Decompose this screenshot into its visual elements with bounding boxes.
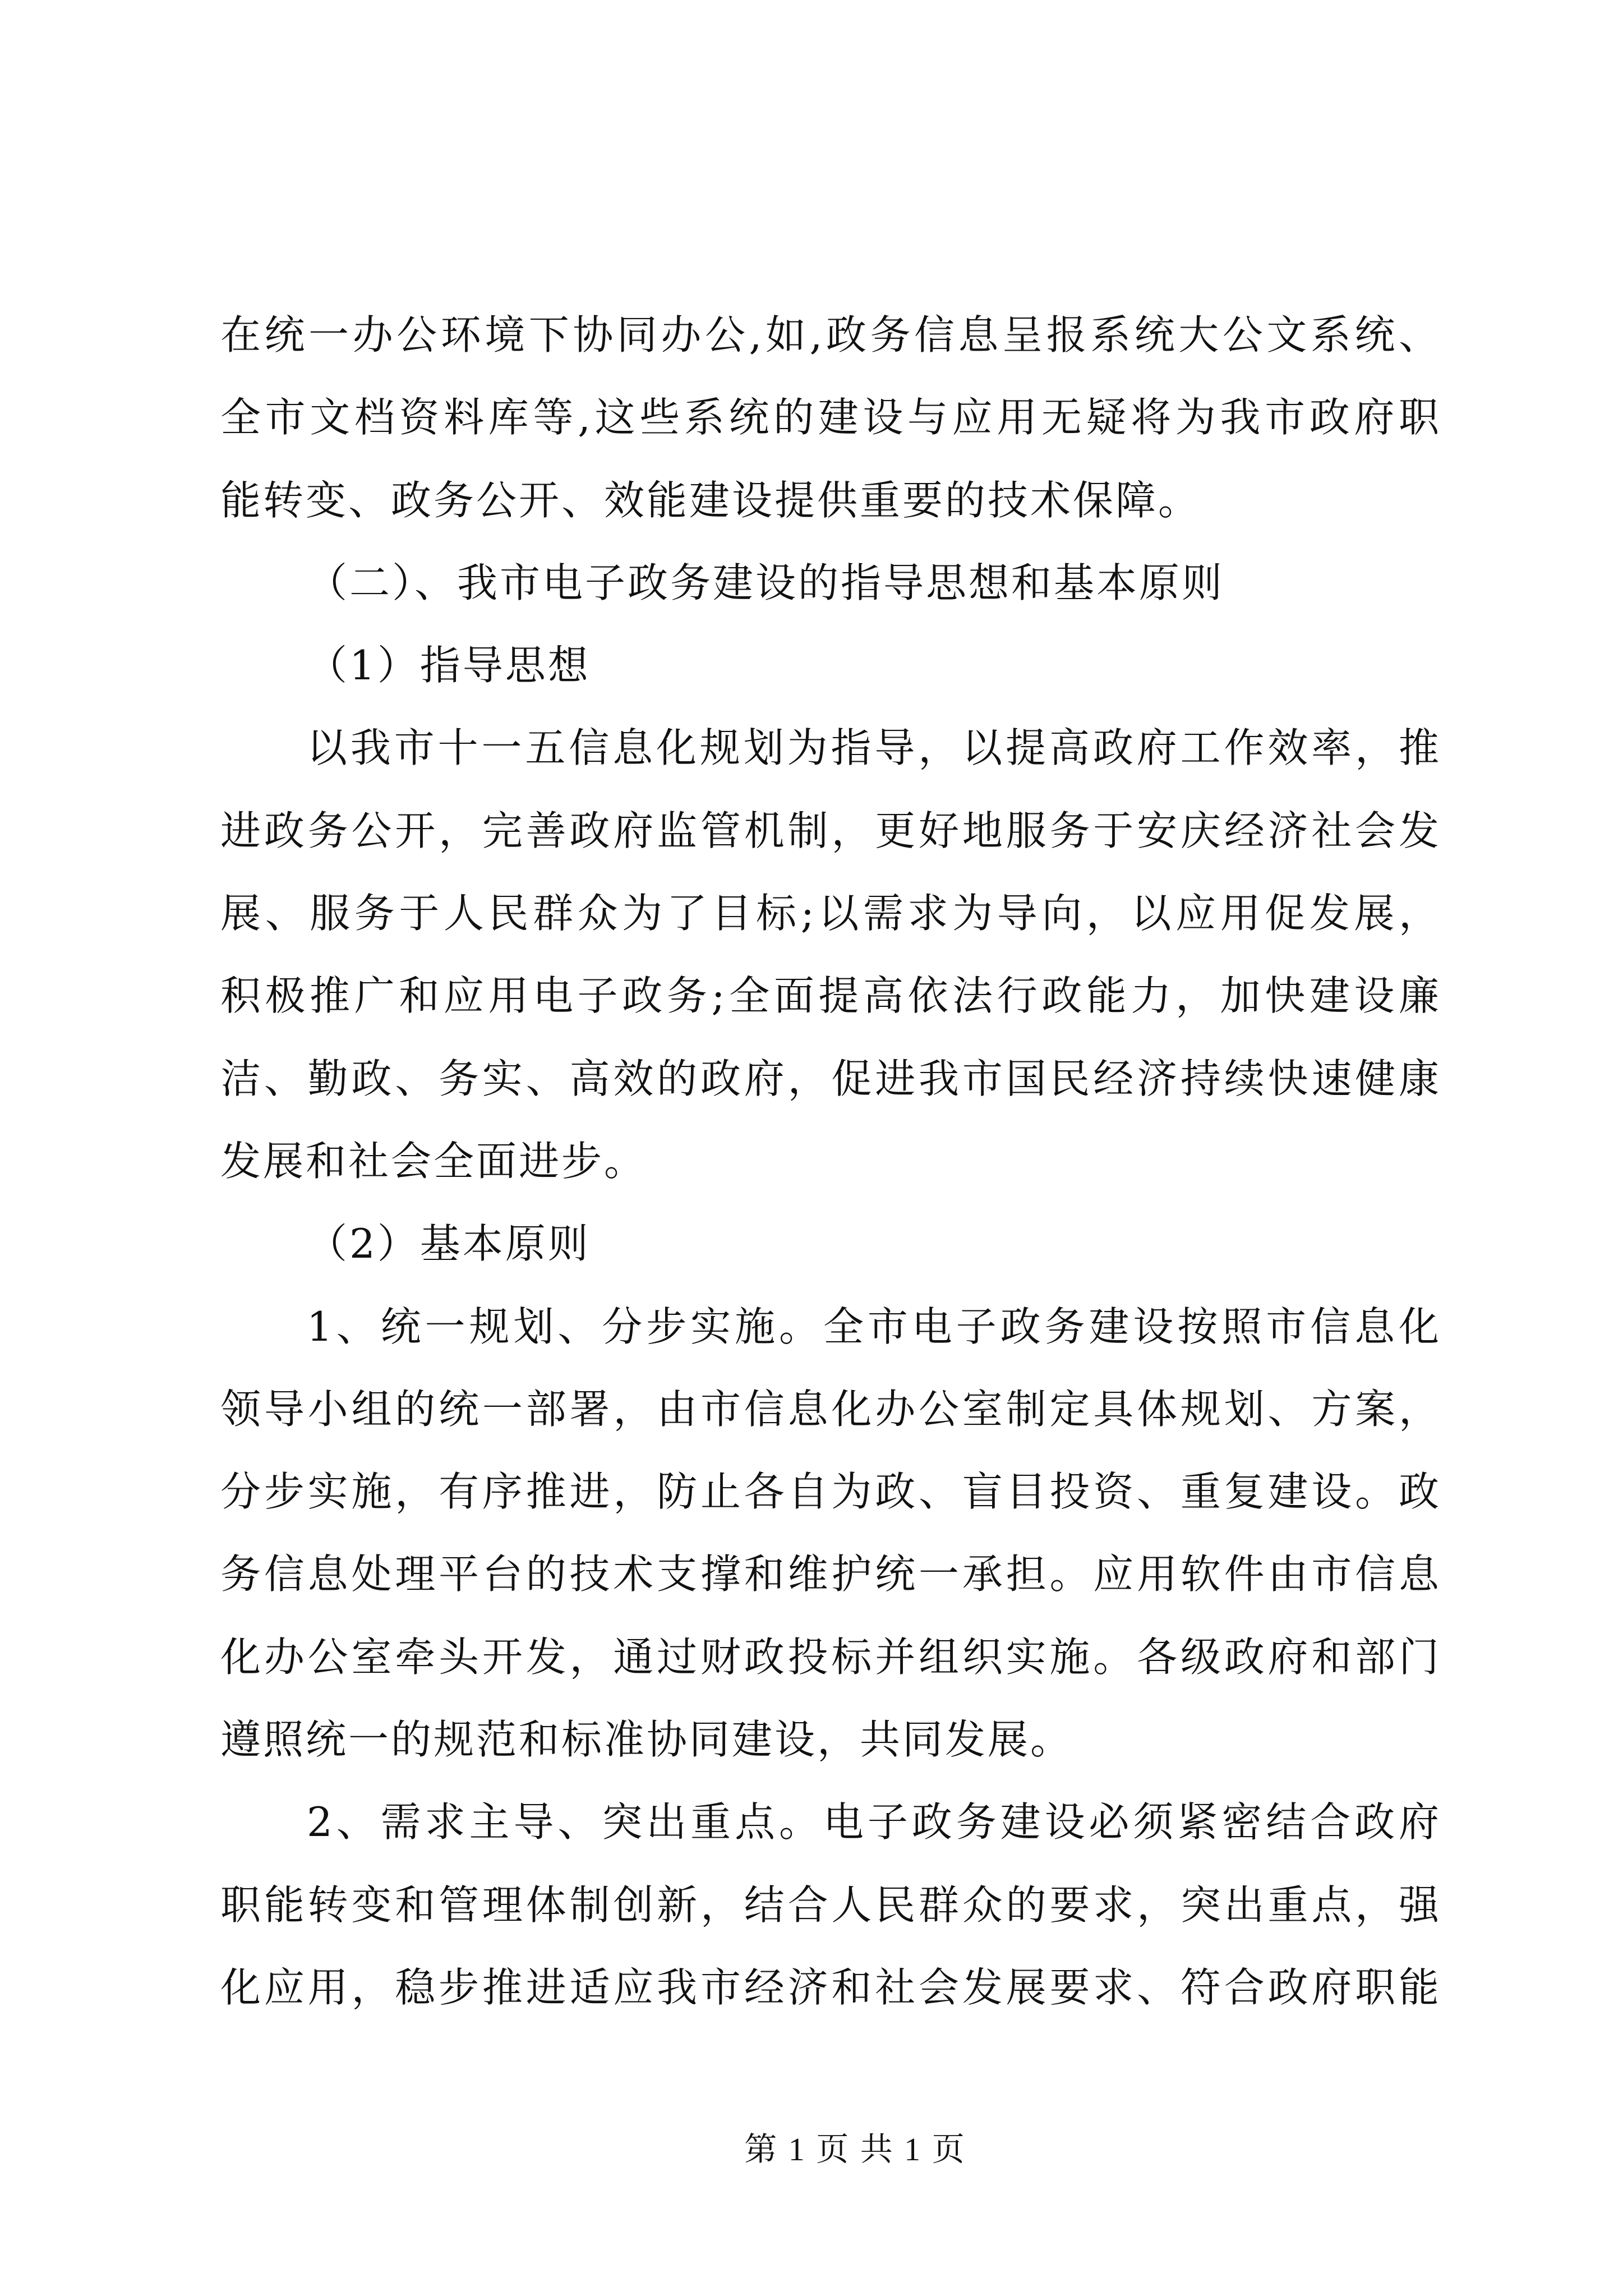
document-body bbox=[220, 294, 1441, 2029]
text-line: 展、服务于人民群众为了目标;以需求为导向，以应用促发展， bbox=[220, 890, 1441, 937]
text-line: 发展和社会全面进步。 bbox=[220, 1137, 647, 1185]
text-line: 化应用，稳步推进适应我市经济和社会发展要求、符合政府职能 bbox=[220, 1963, 1441, 2011]
subsection-heading-guiding-ideology: （1）指导思想 bbox=[307, 642, 591, 689]
continued-paragraph bbox=[220, 294, 1441, 542]
text-line: 化办公室牵头开发，通过财政投标并组织实施。各级政府和部门 bbox=[220, 1633, 1441, 1681]
text-line: 洁、勤政、务实、高效的政府，促进我市国民经济持续快速健康 bbox=[220, 1055, 1441, 1102]
text-line: 2、需求主导、突出重点。电子政务建设必须紧密结合政府 bbox=[307, 1798, 1441, 1846]
text-line: 职能转变和管理体制创新，结合人民群众的要求，突出重点，强 bbox=[220, 1881, 1441, 1929]
text-line: 在统一办公环境下协同办公,如,政务信息呈报系统大公文系统、 bbox=[220, 311, 1441, 358]
text-line: 以我市十一五信息化规划为指导，以提高政府工作效率，推 bbox=[307, 724, 1441, 772]
text-line: 务信息处理平台的技术支撑和维护统一承担。应用软件由市信息 bbox=[220, 1550, 1441, 1598]
text-line: 能转变、政务公开、效能建设提供重要的技术保障。 bbox=[220, 476, 1201, 524]
section-heading: （二）、我市电子政务建设的指导思想和基本原则 bbox=[307, 559, 1225, 606]
text-line: 分步实施，有序推进，防止各自为政、盲目投资、重复建设。政 bbox=[220, 1468, 1441, 1516]
text-line: 1、统一规划、分步实施。全市电子政务建设按照市信息化 bbox=[307, 1303, 1441, 1350]
paragraph-guiding-ideology bbox=[220, 707, 1441, 1203]
text-line: 进政务公开，完善政府监管机制，更好地服务于安庆经济社会发 bbox=[220, 807, 1441, 854]
subsection-heading-basic-principles: （2）基本原则 bbox=[307, 1220, 591, 1268]
text-line: 全市文档资料库等,这些系统的建设与应用无疑将为我市政府职 bbox=[220, 394, 1441, 441]
principle-item bbox=[220, 1286, 1441, 1782]
principle-item bbox=[220, 1781, 1441, 2029]
text-line: 遵照统一的规范和标准协同建设，共同发展。 bbox=[220, 1716, 1073, 1764]
page-footer: 第 1 页 共 1 页 bbox=[744, 2131, 966, 2168]
text-line: 积极推广和应用电子政务;全面提高依法行政能力，加快建设廉 bbox=[220, 972, 1441, 1020]
text-line: 领导小组的统一部署，由市信息化办公室制定具体规划、方案， bbox=[220, 1385, 1441, 1433]
